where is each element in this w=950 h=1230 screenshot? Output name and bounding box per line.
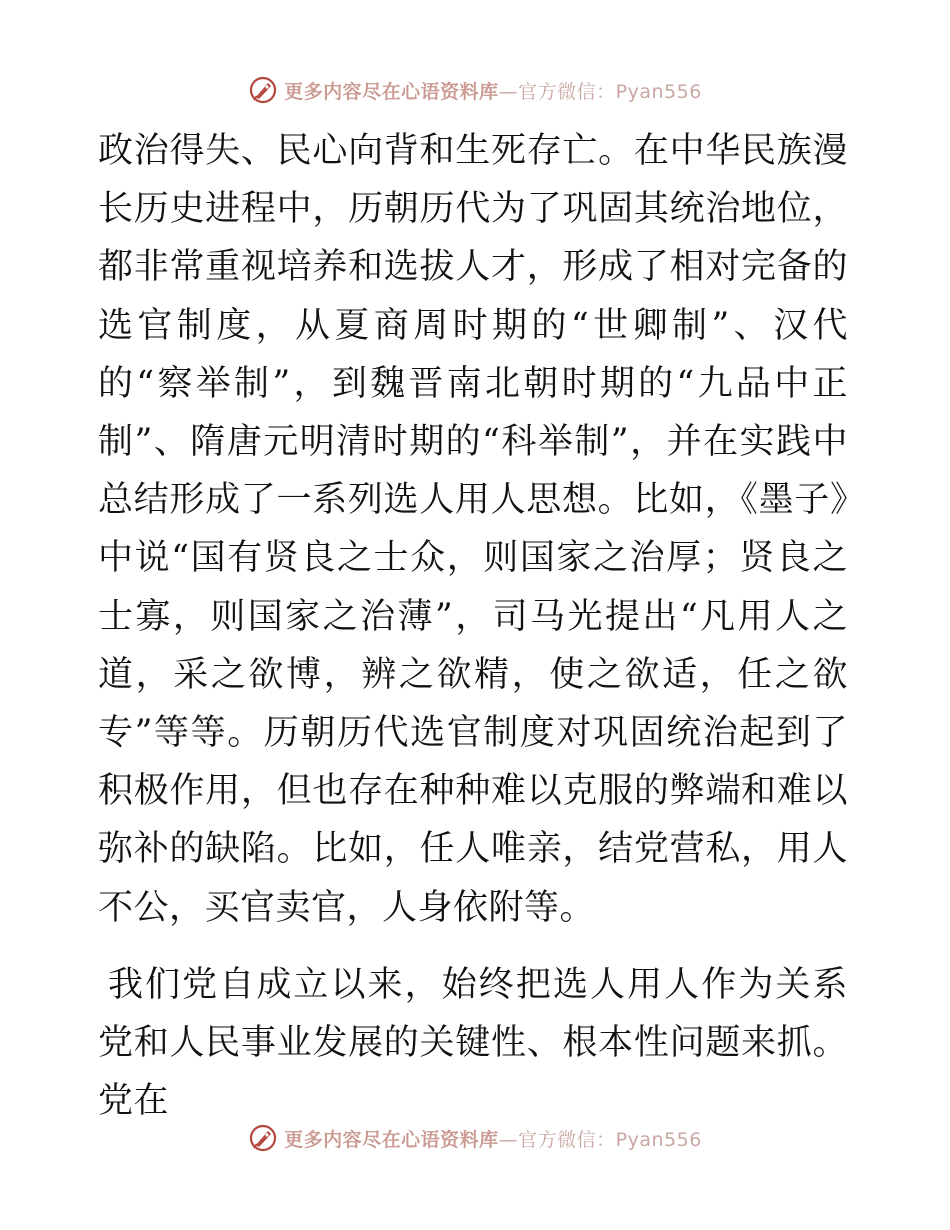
- body-paragraph-2: 我们党自成立以来，始终把选人用人作为关系党和人民事业发展的关键性、根本性问题来抓。党在: [98, 964, 848, 1122]
- header-banner: [0, 70, 950, 110]
- body-paragraph-1: 政治得失、民心向背和生死存亡。在中华民族漫长历史进程中，历朝历代为了巩固其统治地位，都非常重视培养和选拔人才，形成了相对完备的选官制度，从夏商周时期的“世卿制”、汉代的“察举制”，到魏晋南北朝时期的“九品中正制”、隋唐元明清时期的“科举制”，并在实践中总结形成了一系列选人用人思想。比如，《墨子》中说“国有贤良之士众，则国家之治厚；贤良之士寡，则国家之治薄”，司马光提出“凡用人之道，采之欲博，辨之欲精，使之欲适，任之欲专”等等。历朝历代选官制度对巩固统治起到了积极作用，但也存在种种难以克服的弊端和难以弥补的缺陷。比如，任人唯亲，结党营私，用人不公，买官卖官，人身依附等。: [98, 131, 848, 928]
- pen-nib-circle-icon: [248, 1123, 278, 1153]
- header-separator: —: [498, 80, 519, 103]
- footer-wechat-text: 官方微信：Pyan556: [518, 1128, 702, 1151]
- footer-banner: [0, 1118, 950, 1158]
- footer-brand-text: 更多内容尽在心语资料库: [284, 1128, 499, 1151]
- pen-nib-circle-icon: [248, 75, 278, 105]
- header-text: [284, 77, 702, 104]
- footer-separator: —: [498, 1128, 519, 1151]
- document-body: [98, 122, 848, 1130]
- header-brand-text: 更多内容尽在心语资料库: [284, 80, 499, 103]
- header-wechat-text: 官方微信：Pyan556: [518, 80, 702, 103]
- footer-text: [284, 1125, 702, 1152]
